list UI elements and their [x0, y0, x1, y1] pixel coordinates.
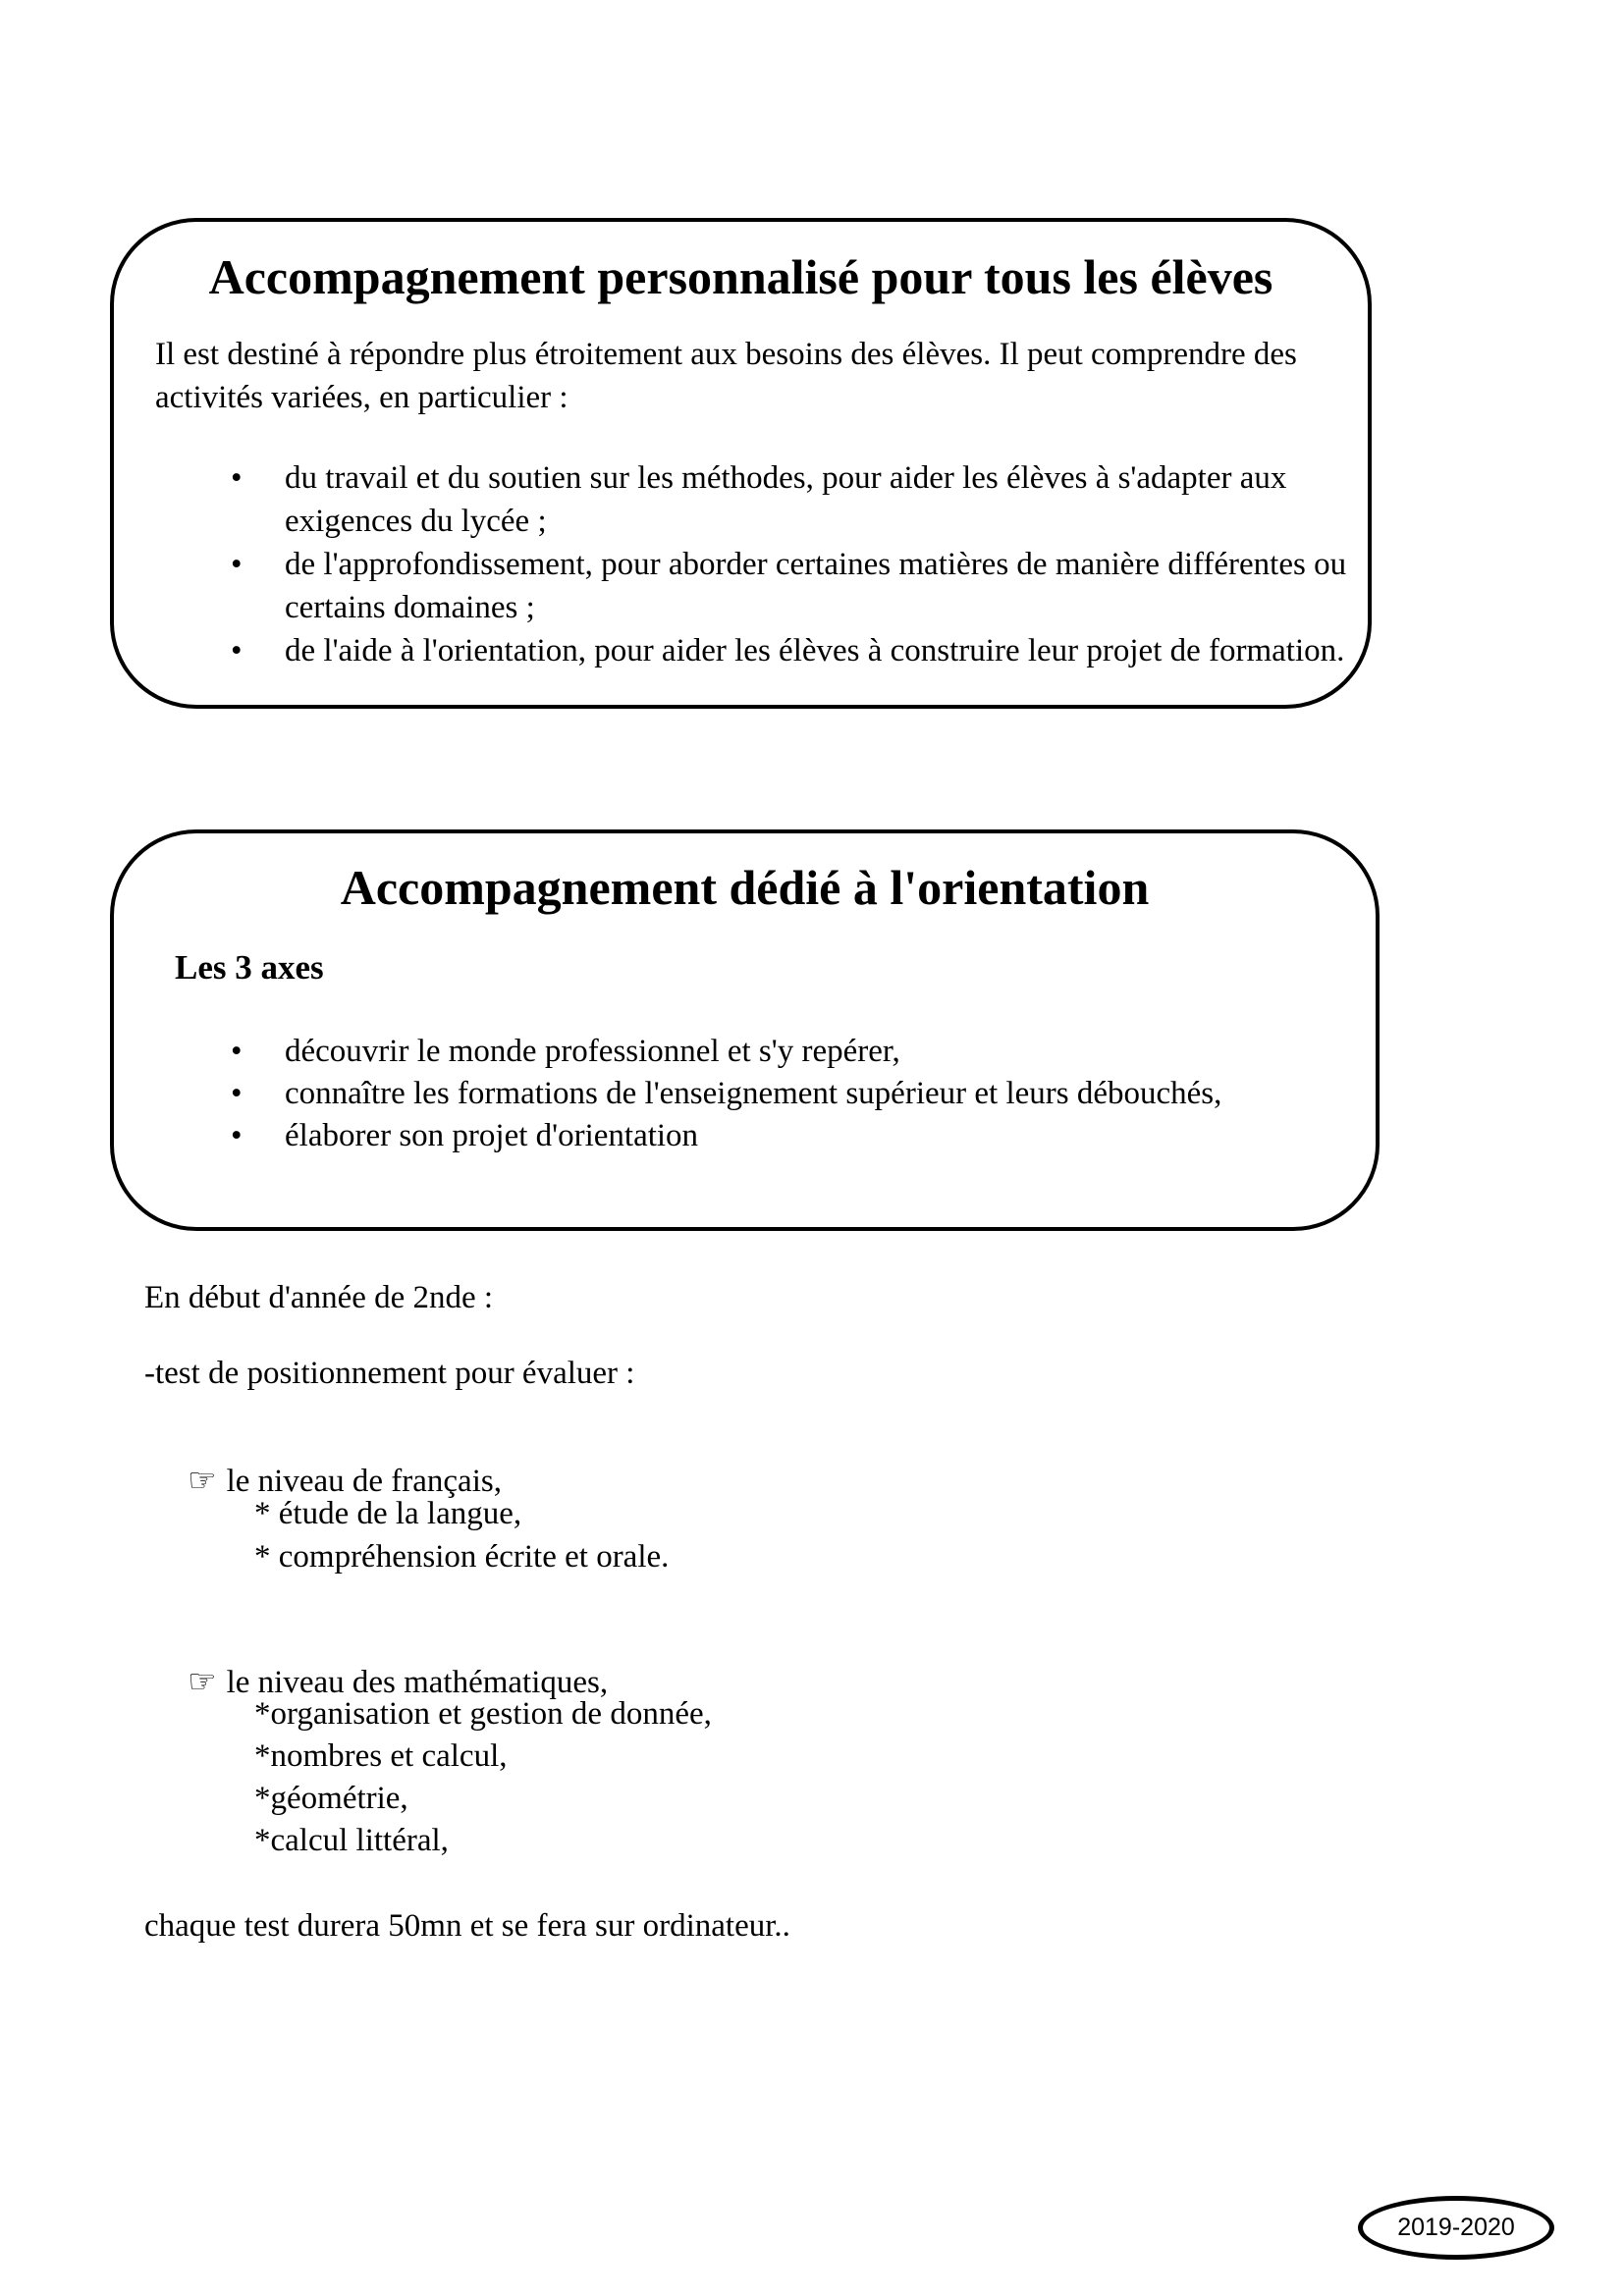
sub-item: *organisation et gestion de donnée,: [254, 1696, 712, 1732]
list-item: [231, 1115, 1365, 1157]
test-duration-line: chaque test durera 50mn et se fera sur ordinateur..: [144, 1908, 790, 1944]
french-sub-list: [254, 1492, 669, 1578]
math-sub-list: [254, 1693, 712, 1862]
bullet-text: élaborer son projet d'orientation: [285, 1118, 699, 1153]
bullet-dot-icon: •: [231, 1076, 243, 1111]
box2-bullet-list: [231, 1031, 1365, 1157]
box2-subheading: Les 3 axes: [175, 948, 324, 987]
pointing-hand-icon: ☞: [188, 1662, 217, 1700]
bullet-dot-icon: •: [231, 460, 243, 496]
bullet-text: découvrir le monde professionnel et s'y repérer,: [285, 1034, 900, 1069]
sub-item: *géométrie,: [254, 1781, 408, 1816]
school-year-label: 2019-2020: [1397, 2214, 1515, 2241]
math-level-label: le niveau des mathématiques,: [226, 1665, 609, 1700]
sub-item: * étude de la langue,: [254, 1496, 522, 1531]
bullet-dot-icon: •: [231, 547, 243, 582]
bullet-dot-icon: •: [231, 1118, 243, 1153]
list-item: [231, 456, 1365, 543]
bullet-dot-icon: •: [231, 1034, 243, 1069]
positioning-test-line: -test de positionnement pour évaluer :: [144, 1356, 635, 1391]
sub-item: *calcul littéral,: [254, 1823, 449, 1858]
box1-bullet-list: [231, 456, 1365, 672]
bullet-text: connaître les formations de l'enseignement supérieur et leurs débouchés,: [285, 1076, 1222, 1111]
list-item: [231, 629, 1365, 672]
box1-title: Accompagnement personnalisé pour tous les élèves: [208, 249, 1273, 304]
list-item: [231, 1031, 1365, 1073]
bullet-text: du travail et du soutien sur les méthodes, pour aider les élèves à s'adapter aux exigences du lycée ;: [285, 460, 1287, 539]
year-start-line: En début d'année de 2nde :: [144, 1280, 494, 1315]
sub-item: * compréhension écrite et orale.: [254, 1539, 670, 1575]
pointing-hand-icon: ☞: [188, 1461, 217, 1499]
box2-title: Accompagnement dédié à l'orientation: [340, 860, 1150, 915]
list-item: [231, 543, 1365, 629]
french-level-label: le niveau de français,: [226, 1464, 502, 1499]
bullet-text: de l'approfondissement, pour aborder certaines matières de manière différentes ou certains domaines ;: [285, 547, 1347, 625]
sub-item: *nombres et calcul,: [254, 1738, 508, 1774]
school-year-ellipse: [1358, 2196, 1554, 2260]
bullet-dot-icon: •: [231, 633, 243, 668]
box1-intro: Il est destiné à répondre plus étroitement aux besoins des élèves. Il peut comprendre des activités variées, en particulier :: [155, 337, 1297, 415]
list-item: [231, 1073, 1365, 1115]
bullet-text: de l'aide à l'orientation, pour aider les élèves à construire leur projet de formation.: [285, 633, 1345, 668]
